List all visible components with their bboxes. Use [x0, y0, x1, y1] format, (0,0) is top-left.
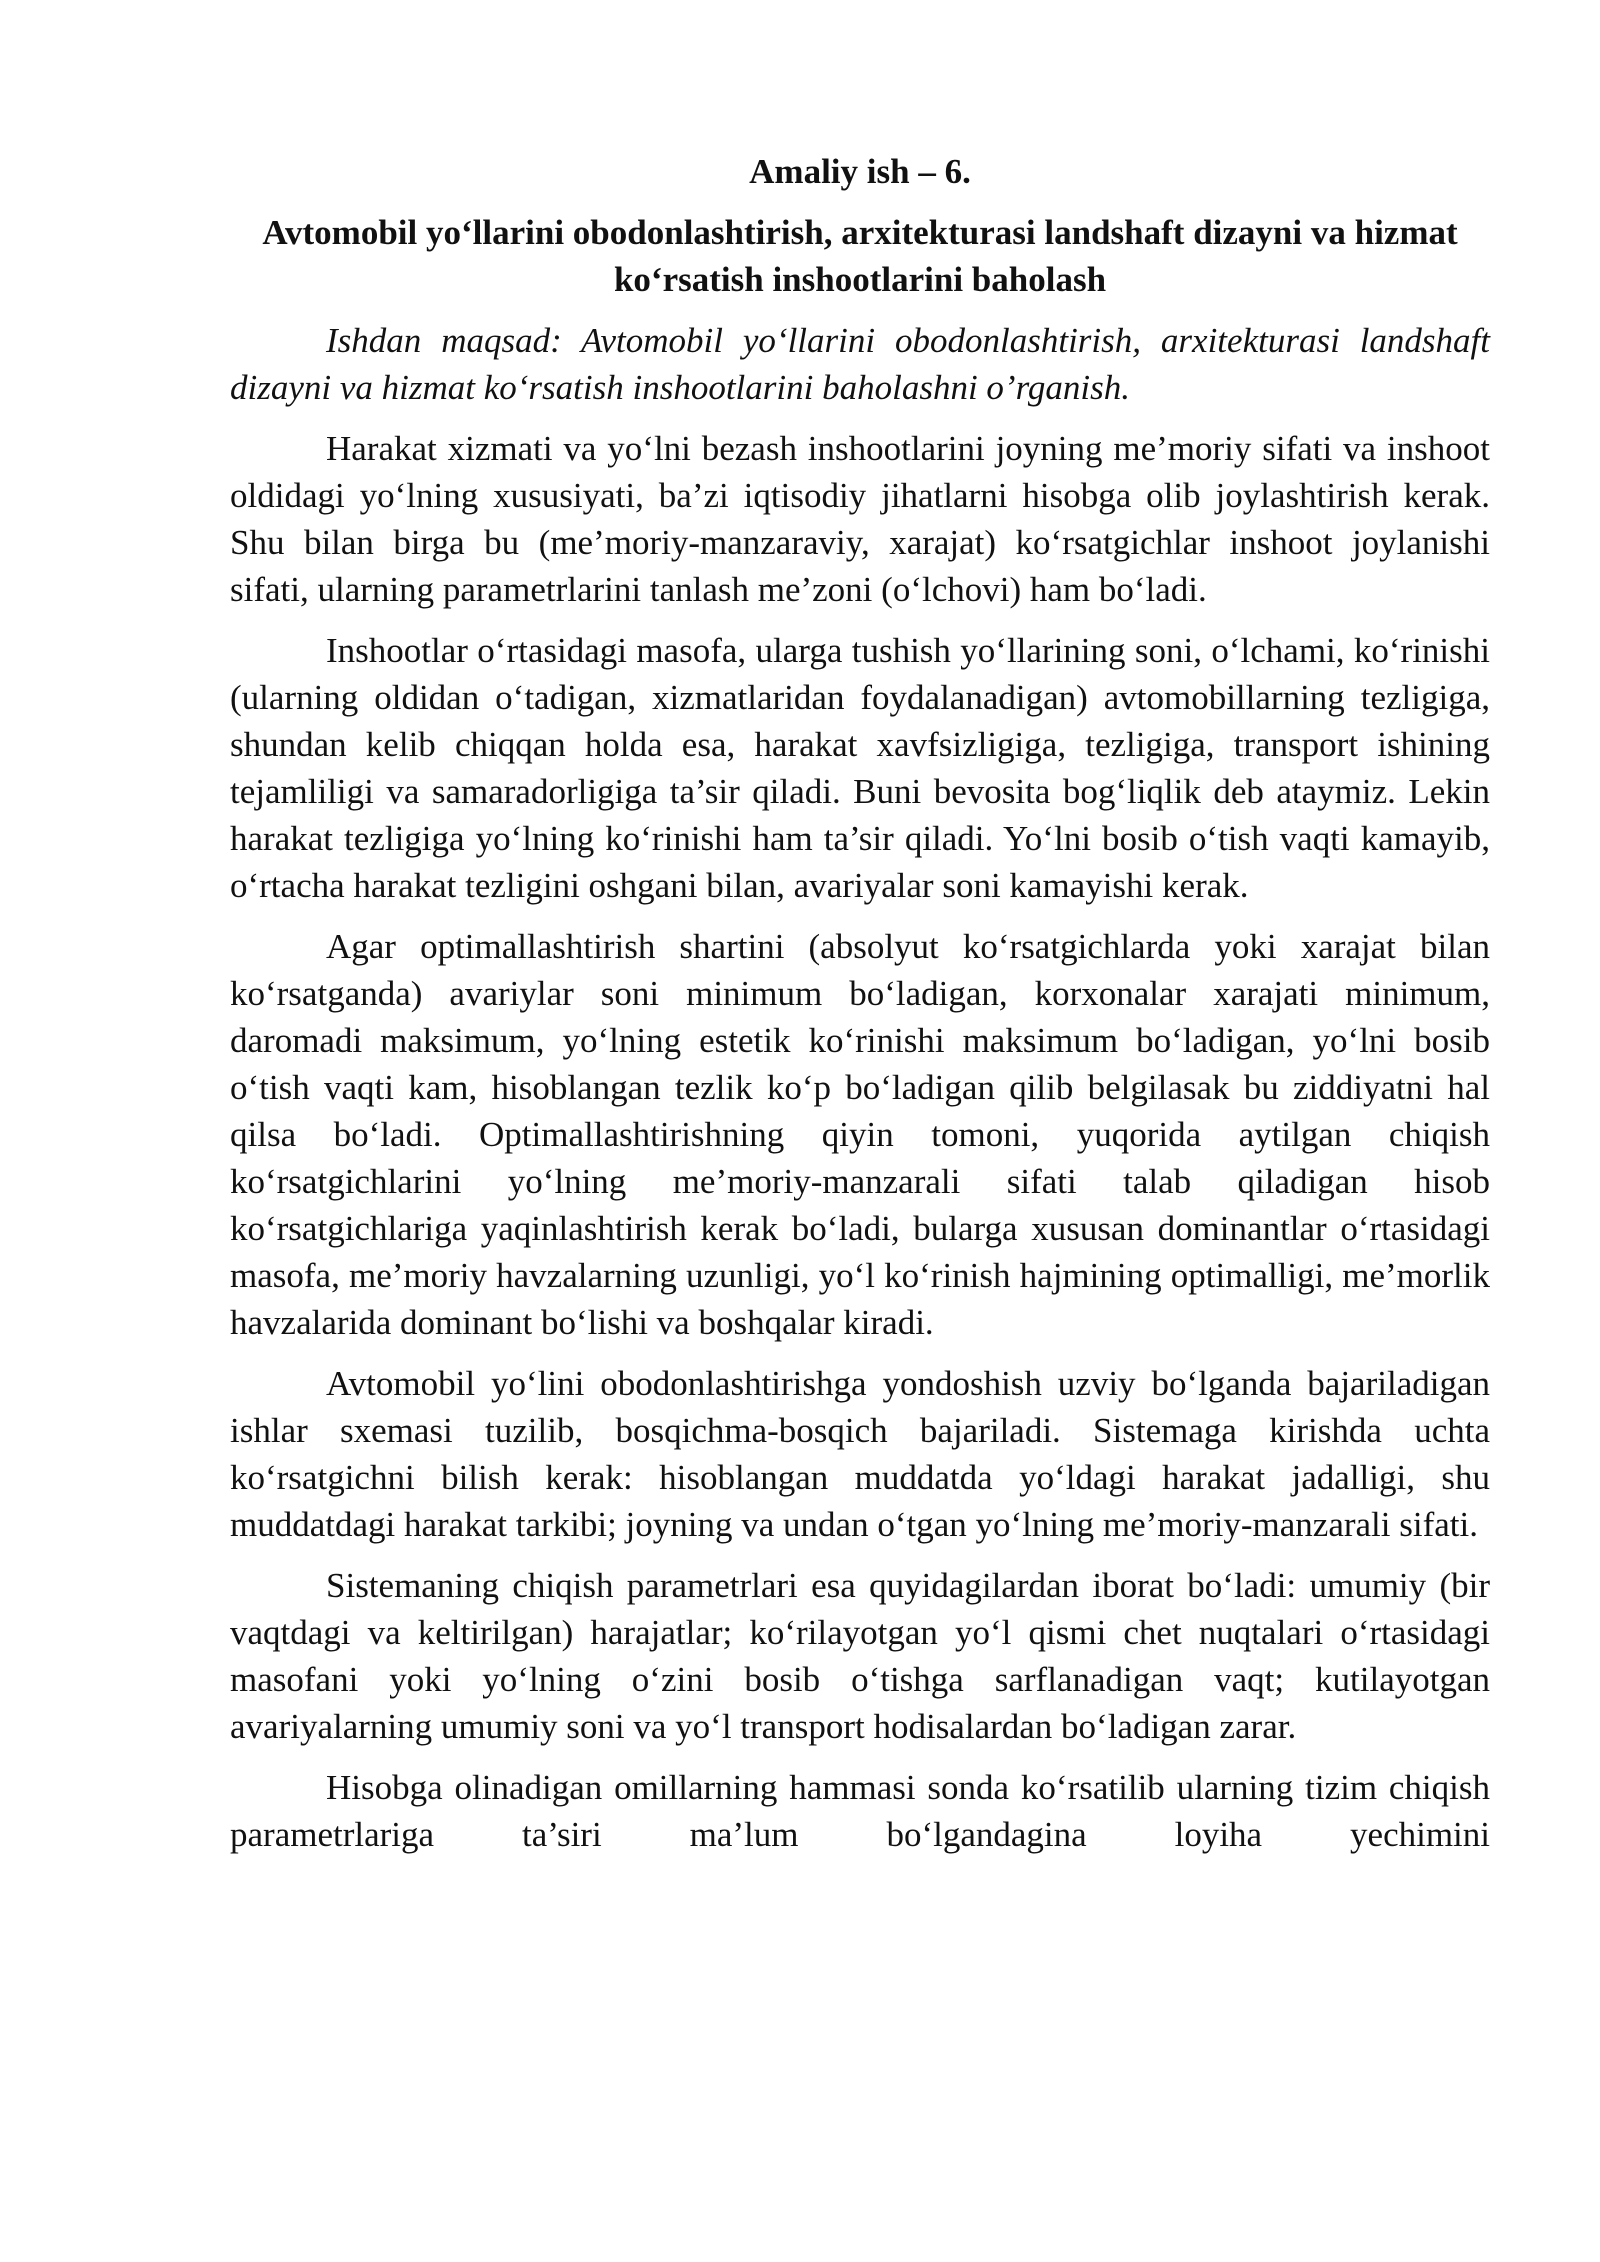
- body-paragraph-4: Avtomobil yo‘lini obodonlashtirishga yondoshish uzviy bo‘lganda bajariladigan ishlar sxemasi tuzilib, bosqichma-bosqich bajariladi. Sistemaga kirishda uchta ko‘rsatgichni bilish kerak: hisoblangan muddatda yo‘ldagi harakat jadalligi, shu muddatdagi harakat tarkibi; joyning va undan o‘tgan yo‘lning me’moriy-manzarali sifati.: [230, 1364, 1490, 1544]
- document-body: [230, 148, 1490, 1858]
- body-paragraph-5: Sistemaning chiqish parametrlari esa quyidagilardan iborat bo‘ladi: umumiy (bir vaqtdagi va keltirilgan) harajatlar; ko‘rilayotgan yo‘l qismi chet nuqtalari o‘rtasidagi masofani yoki yo‘lning o‘zini bosib o‘tishga sarflanadigan vaqt; kutilayotgan avariyalarning umumiy soni va yo‘l transport hodisalardan bo‘ladigan zarar.: [230, 1566, 1490, 1746]
- body-paragraph-3: Agar optimallashtirish shartini (absolyut ko‘rsatgichlarda yoki xarajat bilan ko‘rsatganda) avariylar soni minimum bo‘ladigan, korxonalar xarajati minimum, daromadi maksimum, yo‘lning estetik ko‘rinishi maksimum bo‘ladigan, yo‘lni bosib o‘tish vaqti kam, hisoblangan tezlik ko‘p bo‘ladigan qilib belgilasak bu ziddiyatni hal qilsa bo‘ladi. Optimallashtirishning qiyin tomoni, yuqorida aytilgan chiqish ko‘rsatgichlarini yo‘lning me’moriy-manzarali sifati talab qiladigan hisob ko‘rsatgichlariga yaqinlashtirish kerak bo‘ladi, bularga xususan dominantlar o‘rtasidagi masofa, me’moriy havzalarning uzunligi, yo‘l ko‘rinish hajmining optimalligi, me’morlik havzalarida dominant bo‘lishi va boshqalar kiradi.: [230, 927, 1490, 1342]
- body-paragraph-2: Inshootlar o‘rtasidagi masofa, ularga tushish yo‘llarining soni, o‘lchami, ko‘rinishi (ularning oldidan o‘tadigan, xizmatlaridan foydalanadigan) avtomobillarning tezligiga, shundan kelib chiqqan holda esa, harakat xavfsizligiga, tezligiga, transport ishining tejamliligi va samaradorligiga ta’sir qiladi. Buni bevosita bog‘liqlik deb ataymiz. Lekin harakat tezligiga yo‘lning ko‘rinishi ham ta’sir qiladi. Yo‘lni bosib o‘tish vaqti kamayib, o‘rtacha harakat tezligini oshgani bilan, avariyalar soni kamayishi kerak.: [230, 631, 1490, 905]
- body-paragraph-6: Hisobga olinadigan omillarning hammasi sonda ko‘rsatilib ularning tizim chiqish parametrlariga ta’siri ma’lum bo‘lgandagina loyiha yechimini: [230, 1768, 1490, 1854]
- document-subtitle: Avtomobil yo‘llarini obodonlashtirish, arxitekturasi landshaft dizayni va hizmat ko‘rsatish inshootlarini baholash: [262, 213, 1458, 299]
- document-title: Amaliy ish – 6.: [749, 152, 971, 191]
- body-paragraph-1: Harakat xizmati va yo‘lni bezash inshootlarini joyning me’moriy sifati va inshoot oldidagi yo‘lning xususiyati, ba’zi iqtisodiy jihatlarni hisobga olib joylashtirish kerak. Shu bilan birga bu (me’moriy-manzaraviy, xarajat) ko‘rsatgichlar inshoot joylanishi sifati, ularning parametrlarini tanlash me’zoni (o‘lchovi) ham bo‘ladi.: [230, 429, 1490, 609]
- goal-paragraph: Ishdan maqsad: Avtomobil yo‘llarini obodonlashtirish, arxitekturasi landshaft dizayni va hizmat ko‘rsatish inshootlarini baholashni o’rganish.: [230, 321, 1490, 407]
